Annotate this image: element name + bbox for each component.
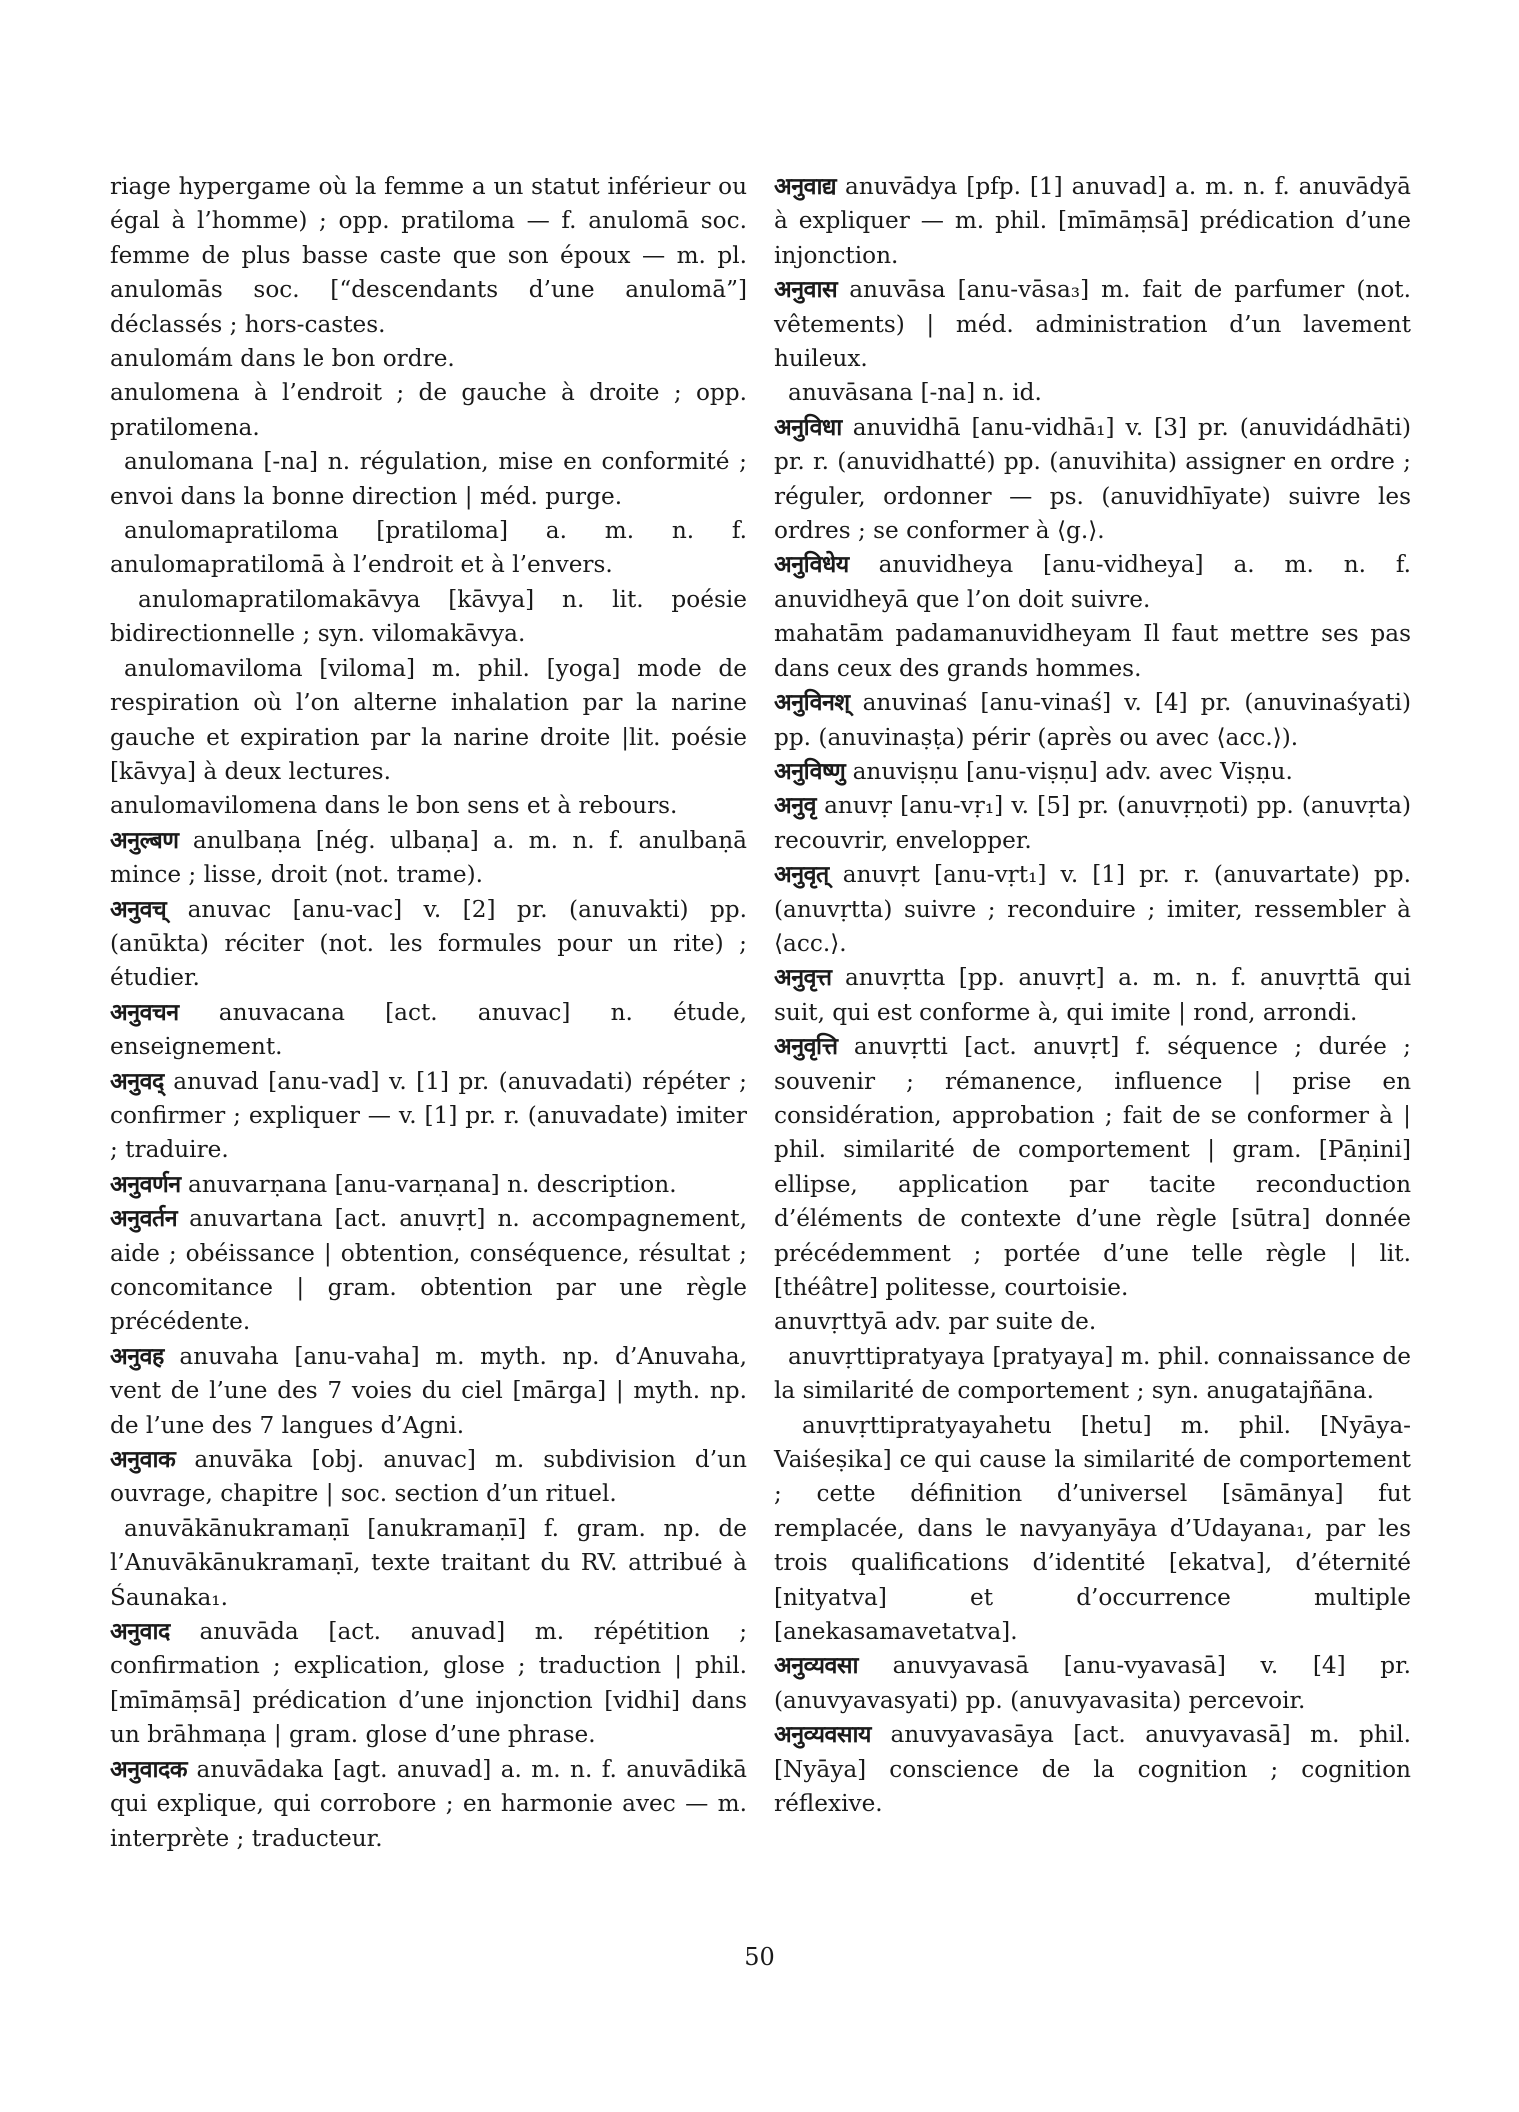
entry-text: anuvad [anu-vad] v. [1] pr. (anuvadati) répéter ; confirmer ; expliquer — v. [1] pr. r. (anuvadate) imiter ; traduire. (110, 1067, 747, 1164)
entry-text: anuviṣṇu [anu-viṣṇu] adv. avec Viṣṇu. (852, 757, 1293, 785)
entry-text: anulbaṇa [nég. ulbaṇa] a. m. n. f. anulbaṇā mince ; lisse, droit (not. trame). (110, 826, 747, 889)
dict-entry (774, 411, 1411, 549)
devanagari-headword: अनुविधा (774, 413, 842, 441)
devanagari-headword: अनुविष्णु (774, 757, 846, 785)
devanagari-headword: अनुवह (110, 1342, 164, 1370)
entry-text: anuvāsa [anu-vāsa₃] m. fait de parfumer (not. vêtements) | méd. administration d’un lavement huileux. (774, 276, 1411, 373)
devanagari-headword: अनुवादक (110, 1755, 188, 1783)
dict-entry (774, 617, 1411, 686)
entry-text: mahatām padamanuvidheyam Il faut mettre ses pas dans ceux des grands hommes. (774, 620, 1411, 682)
dict-entry (110, 824, 747, 893)
entry-text: anuvākānukramaṇī [anukramaṇī] f. gram. np. de l’Anuvākānukramaṇī, texte traitant du RV. attribué à Śaunaka₁. (110, 1514, 747, 1611)
devanagari-headword: अनुवचन (110, 998, 179, 1026)
dict-entry (110, 376, 747, 445)
dict-entry (774, 273, 1411, 376)
dict-entry (110, 1753, 747, 1856)
entry-text: anuvṛ [anu-vṛ₁] v. [5] pr. (anuvṛṇoti) pp. (anuvṛta) recouvrir, envelopper. (774, 792, 1411, 854)
entry-text: anuvarṇana [anu-varṇana] n. description. (188, 1170, 677, 1198)
entry-text: anulomana [-na] n. régulation, mise en conformité ; envoi dans la bonne direction | méd. purge. (110, 448, 747, 510)
right-column (774, 170, 1411, 1822)
dict-entry (774, 1340, 1411, 1409)
devanagari-headword: अनुवद् (110, 1067, 164, 1095)
entry-text: anuvartana [act. anuvṛt] n. accompagnement, aide ; obéissance | obtention, conséquence, résultat ; concomitance | gram. obtention par une règle précédente. (110, 1205, 747, 1336)
entry-text: anuvṛttipratyayahetu [hetu] m. phil. [Nyāya-Vaiśeṣika] ce qui cause la similarité de comportement ; cette définition d’universel [sāmānya] fut remplacée, dans le navyanyāya d’Udayana₁, par les trois qualifications d’identité [ekatva], d’éternité [nityatva] et d’occurrence multiple [anekasamavetatva]. (774, 1411, 1411, 1646)
dict-entry (110, 1340, 747, 1443)
dict-entry (110, 1512, 747, 1615)
entry-text: anuvyavasā [anu-vyavasā] v. [4] pr. (anuvyavasyati) pp. (anuvyavasita) percevoir. (774, 1652, 1412, 1714)
devanagari-headword: अनुव्यवसा (774, 1652, 859, 1680)
dict-entry (774, 548, 1411, 617)
dict-entry (110, 1168, 747, 1202)
dict-entry (110, 1065, 747, 1168)
entry-text: anuvṛttipratyaya [pratyaya] m. phil. connaissance de la similarité de comportement ; syn. anugatajñāna. (774, 1342, 1411, 1405)
entry-text: anulomapratiloma [pratiloma] a. m. n. f. anulomapratilomā à l’endroit et à l’envers. (110, 517, 747, 579)
devanagari-headword: अनुवृत्ति (774, 1033, 838, 1061)
dict-entry (774, 1718, 1411, 1821)
dict-entry (110, 789, 747, 823)
dict-entry (110, 996, 747, 1065)
entry-text: anuvacana [act. anuvac] n. étude, enseignement. (110, 998, 747, 1061)
dict-entry (110, 893, 747, 996)
dict-entry (110, 583, 747, 652)
devanagari-headword: अनुवाद (110, 1618, 170, 1646)
devanagari-headword: अनुविधेय (774, 551, 849, 579)
entry-text: anulomapratilomakāvya [kāvya] n. lit. poésie bidirectionnelle ; syn. vilomakāvya. (110, 585, 747, 648)
devanagari-headword: अनुवच् (110, 895, 167, 923)
entry-text: anuvidheya [anu-vidheya] a. m. n. f. anuvidheyā que l’on doit suivre. (774, 551, 1411, 613)
dict-entry (110, 514, 747, 583)
left-column (110, 170, 747, 1856)
entry-text: anuvṛt [anu-vṛt₁] v. [1] pr. r. (anuvartate) pp. (anuvṛtta) suivre ; reconduire ; imiter, ressembler à ⟨acc.⟩. (774, 861, 1411, 957)
devanagari-headword: अनुवाक (110, 1446, 176, 1474)
dict-entry (110, 342, 747, 376)
dict-entry (774, 1030, 1411, 1305)
entry-text: anulomaviloma [viloma] m. phil. [yoga] mode de respiration où l’on alterne inhalation par la narine gauche et expiration par la narine droite |lit. poésie [kāvya] à deux lectures. (110, 654, 747, 785)
dict-entry (110, 1443, 747, 1512)
dict-entry (774, 1409, 1411, 1650)
devanagari-headword: अनुवास (774, 276, 838, 304)
entry-text: anuvāka [obj. anuvac] m. subdivision d’un ouvrage, chapitre | soc. section d’un rituel. (110, 1446, 747, 1508)
dict-entry (110, 445, 747, 514)
entry-text: anulomena à l’endroit ; de gauche à droite ; opp. pratilomena. (110, 379, 747, 441)
entry-text: anuvādaka [agt. anuvad] a. m. n. f. anuvādikā qui explique, qui corrobore ; en harmonie avec — m. interprète ; traducteur. (110, 1755, 747, 1852)
devanagari-headword: अनुविनश् (774, 689, 850, 717)
devanagari-headword: अनुवृत्त (774, 964, 832, 992)
dict-entry (774, 858, 1411, 961)
dict-entry (110, 1615, 747, 1753)
devanagari-headword: अनुवर्णन (110, 1170, 181, 1198)
devanagari-headword: अनुल्बण (110, 826, 179, 854)
entry-text: anuvāsana [-na] n. id. (788, 379, 1042, 407)
entry-text: anuvāda [act. anuvad] m. répétition ; confirmation ; explication, glose ; traduction | phil. [mīmāṃsā] prédication d’une injonction [vidhi] dans un brāhmaṇa | gram. glose d’une phrase. (110, 1618, 748, 1749)
devanagari-headword: अनुव्यवसाय (774, 1721, 871, 1749)
entry-text: anuvidhā [anu-vidhā₁] v. [3] pr. (anuvidádhāti) pr. r. (anuvidhatté) pp. (anuvihita) assigner en ordre ; réguler, ordonner — ps. (anuvidhīyate) suivre les ordres ; se conformer à ⟨g.⟩. (774, 413, 1411, 545)
dict-entry (774, 1305, 1411, 1339)
entry-text: anuvādya [pfp. [1] anuvad] a. m. n. f. anuvādyā à expliquer — m. phil. [mīmāṃsā] prédication d’une injonction. (774, 173, 1411, 269)
entry-text: anuvṛtta [pp. anuvṛt] a. m. n. f. anuvṛttā qui suit, qui est conforme à, qui imite | rond, arrondi. (774, 964, 1412, 1026)
entry-text: anuvṛttyā adv. par suite de. (774, 1308, 1097, 1336)
entry-text: anuvac [anu-vac] v. [2] pr. (anuvakti) pp. (anūkta) réciter (not. les formules pour un rite) ; étudier. (110, 895, 747, 992)
entry-text: anuvaha [anu-vaha] m. myth. np. d’Anuvaha, vent de l’une des 7 voies du ciel [mārga] | myth. np. de l’une des 7 langues d’Agni. (110, 1342, 747, 1439)
entry-text: anulomám dans le bon ordre. (110, 345, 455, 373)
devanagari-headword: अनुवाद्य (774, 173, 837, 200)
dict-entry (774, 961, 1411, 1030)
dict-entry (110, 1202, 747, 1340)
page-number: 50 (744, 1943, 775, 1971)
dict-entry (774, 755, 1411, 789)
entry-text: anuvyavasāya [act. anuvyavasā] m. phil. [Nyāya] conscience de la cognition ; cognition réflexive. (774, 1721, 1412, 1818)
entry-text: riage hypergame où la femme a un statut inférieur ou égal à l’homme) ; opp. pratiloma — f. anulomā soc. femme de plus basse caste que son époux — m. pl. anulomās soc. [“descendants d’une anulomā”] déclassés ; hors-castes. (110, 173, 747, 338)
dict-entry (774, 789, 1411, 858)
dict-entry (774, 170, 1411, 273)
entry-text: anuvṛtti [act. anuvṛt] f. séquence ; durée ; souvenir ; rémanence, influence | prise en considération, approbation ; fait de se conformer à | phil. similarité de comportement | gram. [Pāṇini] ellipse, application par tacite reconduction d’éléments de contexte d’une règle [sūtra] donnée précédemment ; portée d’une telle règle | lit. [théâtre] politesse, courtoisie. (774, 1033, 1411, 1301)
dict-entry (774, 376, 1411, 410)
entry-text: anulomavilomena dans le bon sens et à rebours. (110, 792, 678, 820)
devanagari-headword: अनुवर्तन (110, 1205, 178, 1233)
entry-text: anuvinaś [anu-vinaś] v. [4] pr. (anuvinaśyati) pp. (anuvinaṣṭa) périr (après ou avec ⟨acc.⟩). (774, 689, 1411, 751)
dict-entry (110, 170, 747, 342)
devanagari-headword: अनुवृ (774, 792, 816, 820)
devanagari-headword: अनुवृत् (774, 861, 829, 889)
dict-entry (110, 652, 747, 790)
dict-entry (774, 686, 1411, 755)
dict-entry (774, 1649, 1411, 1718)
